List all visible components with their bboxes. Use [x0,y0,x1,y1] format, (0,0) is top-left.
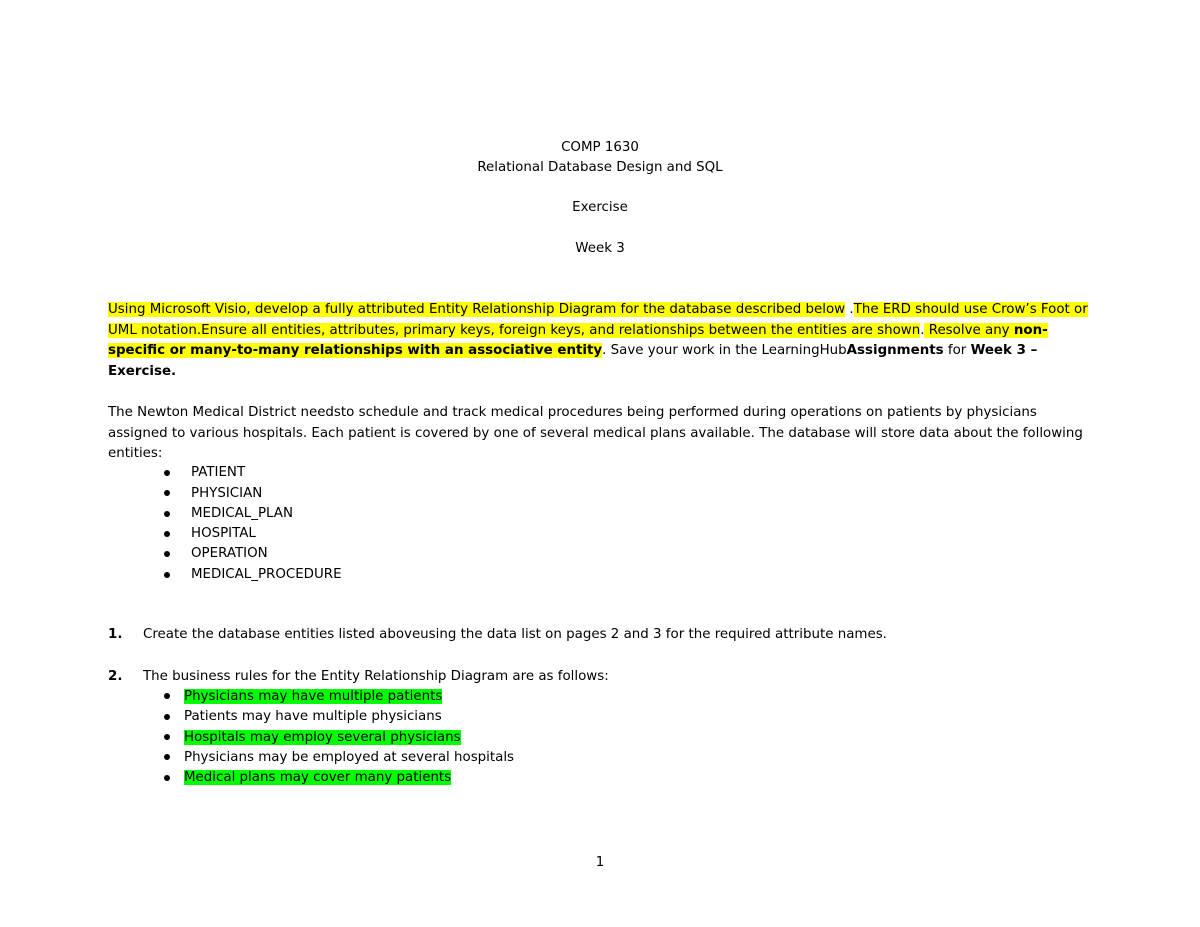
rule-item [160,748,514,768]
instruction-text-2: . [845,302,854,317]
step-text: Create the database entities listed aboveusing the data list on pages 2 and 3 for the required attribute names. [143,627,887,642]
bullet-icon [164,531,170,537]
course-title: Relational Database Design and SQL [477,160,723,175]
week-exercise-label: Week 3 – Exercise. [108,343,1038,379]
instruction-bold-7: non-specific or many-to-many relationships with an associative entity [108,322,1048,358]
rule-text: Physicians may be employed at several hospitals [184,750,515,765]
instruction-text-9: Save your work in the LearningHub [606,343,847,358]
bullet-icon [164,572,170,578]
instruction-text-5: . [920,322,925,338]
entity-item: MEDICAL_PLAN [191,506,293,521]
week-label: Week 3 [575,241,625,256]
bullet-icon [164,470,170,476]
step-number: 2. [108,669,123,684]
step-number: 1. [108,627,123,642]
rule-item [160,768,451,788]
bullet-icon [164,551,170,557]
page-number: 1 [595,855,605,870]
rule-text: Patients may have multiple physicians [184,709,442,724]
instructions-paragraph [108,300,1098,382]
entity-item: PHYSICIAN [191,486,263,501]
instruction-text-8: . [602,343,607,358]
instruction-highlight-6: Resolve any [924,322,1014,338]
course-code: COMP 1630 [561,140,639,155]
entity-item: OPERATION [191,546,268,561]
bullet-icon [164,511,170,517]
doc-type: Exercise [572,200,628,215]
step-text: The business rules for the Entity Relationship Diagram are as follows: [143,669,609,684]
entity-item: HOSPITAL [191,526,256,541]
instruction-text-11: for [943,343,971,358]
description-paragraph: The Newton Medical District needsto schedule and track medical procedures being performed during operations on patients by physicians assigned to various hospitals. Each patient is covered by one of several medical plans available. The database will store data about the following entities: [108,405,1083,461]
rule-text: Medical plans may cover many patients [184,770,452,785]
entity-item: MEDICAL_PROCEDURE [191,567,342,582]
instruction-highlight-1: Using Microsoft Visio, develop a fully attributed Entity Relationship Diagram for the database described below [108,302,846,317]
rule-item [160,687,442,707]
instruction-highlight-3: The ERD should use Crow’s Foot or UML notation. [108,302,1088,338]
bullet-icon [164,490,170,496]
rule-item [160,728,461,748]
entity-item: PATIENT [191,465,246,480]
instruction-highlight-4: Ensure all entities, attributes, primary keys, foreign keys, and relationships between the entities are shown [201,322,921,338]
assignments-label: Assignments [846,343,944,358]
rule-text: Hospitals may employ several physicians [184,730,461,745]
rule-item [160,707,442,727]
rule-text: Physicians may have multiple patients [184,689,443,704]
doc-header [0,138,1200,178]
